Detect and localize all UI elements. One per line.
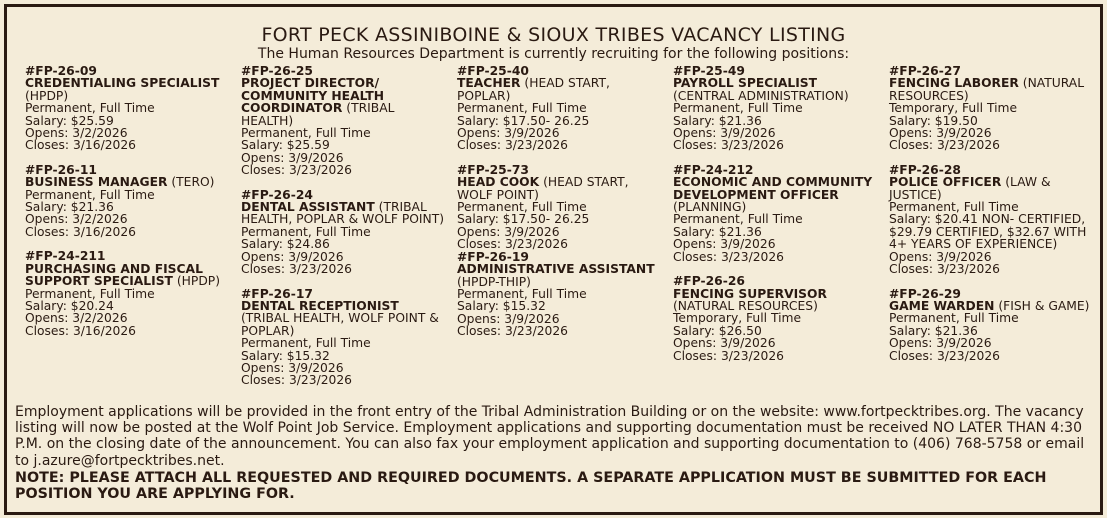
job-number: #FP-26-24 [241,187,313,202]
job-type: Permanent, Full Time [241,336,371,351]
job-title [457,176,663,201]
job-department: (HPDP-THIP) [457,274,531,289]
job-title-text: CREDENTIALING SPECIALIST [25,76,220,91]
job-type: Temporary, Full Time [889,101,1018,116]
job-title [241,201,447,226]
job-column [673,65,879,374]
job-closes: Closes: 3/23/2026 [241,262,353,277]
job-title-text: ECONOMIC AND COMMUNITY DEVELOPMENT OFFICER [673,175,873,202]
footer-note: NOTE: PLEASE ATTACH ALL REQUESTED AND REQUIRED DOCUMENTS. A SEPARATE APPLICATION MUST BE SUBMITTED FOR EACH POSITION YOU ARE APPLYING FOR. [15,469,1047,503]
job-closes: Closes: 3/23/2026 [673,249,785,264]
job-salary: Salary: $21.36 [889,323,978,338]
job-posting [673,164,879,263]
page-title: FORT PECK ASSINIBOINE & SIOUX TRIBES VACANCY LISTING [261,24,846,46]
job-salary: Salary: $21.36 [673,224,762,239]
job-closes: Closes: 3/23/2026 [457,138,569,153]
job-number: #FP-26-25 [241,64,313,78]
job-number: #FP-26-17 [241,286,313,301]
job-title-text: PAYROLL SPECIALIST [673,76,818,91]
job-department: (NATURAL RESOURCES) [889,76,1085,103]
job-title-text: POLICE OFFICER [889,175,1002,190]
job-department: (FISH & GAME) [998,298,1090,313]
job-column [241,65,447,399]
job-number: #FP-26-27 [889,64,961,78]
job-posting [457,251,663,338]
job-type: Permanent, Full Time [673,101,803,116]
job-title [457,77,663,102]
job-salary: Salary: $21.36 [25,200,114,215]
job-opens: Opens: 3/9/2026 [241,249,344,264]
job-posting [673,65,879,152]
job-title [25,77,231,102]
job-opens: Opens: 3/9/2026 [889,336,992,351]
job-department: (HEAD START, WOLF POINT) [457,175,629,202]
vacancy-listing-frame [4,4,1103,515]
job-department: (TRIBAL HEALTH, WOLF POINT & POPLAR) [241,311,439,338]
job-salary: Salary: $25.59 [241,138,330,153]
job-number: #FP-26-19 [457,249,529,264]
job-number: #FP-24-211 [25,249,106,264]
job-title [457,263,663,288]
job-closes: Closes: 3/23/2026 [241,373,353,388]
job-title-text: ADMINISTRATIVE ASSISTANT [457,262,655,277]
job-number: #FP-25-40 [457,64,529,78]
job-opens: Opens: 3/2/2026 [25,212,128,227]
job-title-text: PURCHASING AND FISCAL SUPPORT SPECIALIST [25,261,203,289]
job-number: #FP-26-09 [25,64,97,78]
job-title [241,300,447,337]
job-title [889,176,1095,201]
job-title-text: BUSINESS MANAGER [25,175,168,190]
job-opens: Opens: 3/9/2026 [241,150,344,165]
job-department: (TRIBAL HEALTH) [241,101,395,128]
job-department: (LAW & JUSTICE) [889,175,1051,202]
job-salary: Salary: $24.86 [241,237,330,252]
job-posting [25,65,231,152]
job-type: Permanent, Full Time [25,286,155,301]
job-salary: Salary: $19.50 [889,113,978,128]
job-salary: Salary: $17.50- 26.25 [457,113,590,128]
job-salary: Salary: $17.50- 26.25 [457,212,590,227]
page-subtitle: The Human Resources Department is currently recruiting for the following positions: [257,46,850,62]
job-department: (HPDP) [176,274,221,289]
job-closes: Closes: 3/23/2026 [889,138,1001,153]
job-posting [889,164,1095,276]
job-type: Permanent, Full Time [889,311,1019,326]
job-closes: Closes: 3/23/2026 [889,348,1001,363]
job-title-text: FENCING LABORER [889,76,1019,91]
job-closes: Closes: 3/16/2026 [25,224,137,239]
job-title-text: TEACHER [457,76,521,91]
job-type: Temporary, Full Time [673,311,802,326]
job-number: #FP-25-73 [457,162,529,177]
footer [15,404,1095,502]
job-number: #FP-25-49 [673,64,745,78]
job-column [457,65,663,350]
job-opens: Opens: 3/2/2026 [25,126,128,141]
job-posting [241,189,447,276]
job-department: (TERO) [171,175,215,190]
job-title [241,77,447,127]
job-posting [673,275,879,362]
job-posting [889,288,1095,362]
job-posting [889,65,1095,152]
job-type: Permanent, Full Time [241,126,371,141]
job-opens: Opens: 3/9/2026 [673,336,776,351]
job-closes: Closes: 3/23/2026 [457,324,569,339]
job-number: #FP-26-11 [25,162,97,177]
job-opens: Opens: 3/9/2026 [889,249,992,264]
job-title-text: GAME WARDEN [889,298,995,313]
job-department: (TRIBAL HEALTH, POPLAR & WOLF POINT) [241,200,445,227]
job-department: (CENTRAL ADMINISTRATION) [673,88,849,103]
job-closes: Closes: 3/23/2026 [889,262,1001,277]
job-column [889,65,1095,374]
job-type: Permanent, Full Time [457,286,587,301]
job-type: Permanent, Full Time [25,187,155,202]
job-salary: Salary: $20.24 [25,298,114,313]
job-column [25,65,231,349]
job-salary: Salary: $26.50 [673,323,762,338]
job-department: (HPDP) [25,88,69,103]
job-type: Permanent, Full Time [457,200,587,215]
job-opens: Opens: 3/9/2026 [457,224,560,239]
job-closes: Closes: 3/16/2026 [25,138,137,153]
job-department: (PLANNING) [673,200,747,215]
job-number: #FP-26-26 [673,274,745,289]
job-salary: Salary: $15.32 [457,299,546,314]
job-closes: Closes: 3/23/2026 [673,348,785,363]
job-salary: Salary: $21.36 [673,113,762,128]
job-title [889,77,1095,102]
job-opens: Opens: 3/9/2026 [673,237,776,252]
job-type: Permanent, Full Time [673,212,803,227]
job-closes: Closes: 3/23/2026 [673,138,785,153]
job-salary: Salary: $20.41 NON- CERTIFIED, $29.79 CERTIFIED, $32.67 WITH 4+ YEARS OF EXPERIENCE) [889,212,1087,252]
job-posting [241,288,447,387]
job-posting [457,65,663,152]
job-closes: Closes: 3/16/2026 [25,323,137,338]
job-salary: Salary: $15.32 [241,348,330,363]
job-posting [241,65,447,177]
job-title-text: DENTAL RECEPTIONIST [241,298,399,313]
job-closes: Closes: 3/23/2026 [457,237,569,252]
job-type: Permanent, Full Time [457,101,587,116]
footer-instructions: Employment applications will be provided in the front entry of the Tribal Administration Building or on the website: www.fortpecktribes.org. The vacancy listing will now be posted at the Wolf Point Job Service. Employment applications and supporting documentation must be received NO LATER THAN 4:30 P.M. on the closing date of the announcement. You can also fax your employment application and supporting documentation to (406) 768-5758 or email to j.azure@fortpecktribes.net. [15,404,1085,469]
job-number: #FP-24-212 [673,162,754,177]
job-posting [25,164,231,238]
job-number: #FP-26-28 [889,162,961,177]
job-type: Permanent, Full Time [889,200,1019,215]
job-title-text: HEAD COOK [457,175,540,190]
job-salary: Salary: $25.59 [25,113,114,128]
job-department: (NATURAL RESOURCES) [673,298,818,313]
job-closes: Closes: 3/23/2026 [241,163,353,178]
job-title [673,77,879,102]
job-posting [457,164,663,251]
job-opens: Opens: 3/9/2026 [457,126,560,141]
job-type: Permanent, Full Time [25,101,155,116]
job-number: #FP-26-29 [889,286,961,301]
job-opens: Opens: 3/2/2026 [25,311,128,326]
job-opens: Opens: 3/9/2026 [457,311,560,326]
job-title [673,288,879,313]
job-type: Permanent, Full Time [241,224,371,239]
job-posting [25,250,231,337]
job-title-text: PROJECT DIRECTOR/ COMMUNITY HEALTH COORDINATOR [241,76,385,116]
job-opens: Opens: 3/9/2026 [241,360,344,375]
job-title [25,176,231,188]
job-title [673,176,879,213]
job-opens: Opens: 3/9/2026 [673,126,776,141]
job-opens: Opens: 3/9/2026 [889,126,992,141]
job-title-text: FENCING SUPERVISOR [673,286,827,301]
job-title [25,263,231,288]
job-title-text: DENTAL ASSISTANT [241,200,375,215]
job-department: (HEAD START, POPLAR) [457,76,610,103]
